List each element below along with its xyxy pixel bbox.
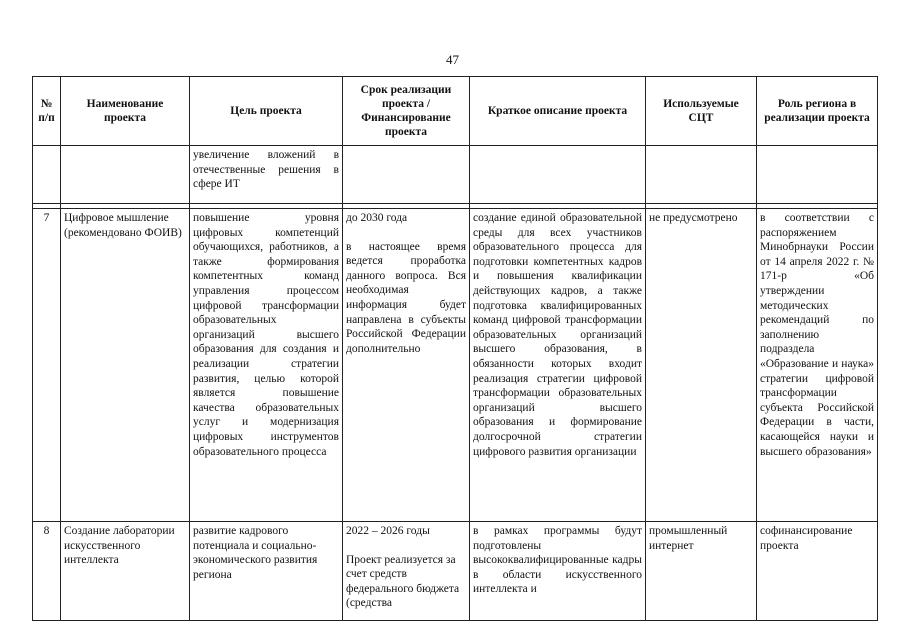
table-row [33,146,878,204]
table-row [33,209,878,522]
cell-tech [646,146,757,204]
cell-name: Создание лаборатории искусственного интеллекта [61,522,190,621]
cell-timeline [343,522,470,621]
timeline-financing: в настоящее время ведется проработка данного вопроса. Вся необходимая информация будет направлена в субъекты Российской Федерации дополнительно [346,240,466,355]
cell-goal: развитие кадрового потенциала и социально-экономического развития региона [190,522,343,621]
timeline-period: 2022 – 2026 годы [346,525,430,537]
cell-num [33,146,61,204]
cell-role: софинансирование проекта [757,522,878,621]
cell-role: в соответствии с распоряжением Минобрнауки России от 14 апреля 2022 г. № 171-р «Об утверждении методических рекомендаций по заполнению подраздела «Образование и наука» стратегии цифровой трансформации субъекта Российской Федерации в части, касающейся науки и высшего образования» [757,209,878,522]
projects-table [32,76,878,621]
cell-num: 7 [33,209,61,522]
header-timeline: Срок реализации проекта / Финансирование проекта [343,77,470,146]
header-name: Наименование проекта [61,77,190,146]
page-number: 47 [446,52,459,67]
cell-name [61,146,190,204]
cell-timeline [343,146,470,204]
cell-tech: не предусмотрено [646,209,757,522]
cell-timeline [343,209,470,522]
cell-tech: промышленный интернет [646,522,757,621]
timeline-period: до 2030 года [346,212,408,224]
timeline-financing: Проект реализуется за счет средств федерального бюджета (средства [346,553,460,610]
table-row [33,522,878,621]
header-description: Краткое описание проекта [470,77,646,146]
cell-goal: увеличение вложений в отечественные решения в сфере ИТ [190,146,343,204]
cell-description: в рамках программы будут подготовлены высококвалифицированные кадры в области искусственного интеллекта и [470,522,646,621]
cell-role [757,146,878,204]
header-num: № п/п [33,77,61,146]
header-goal: Цель проекта [190,77,343,146]
cell-description [470,146,646,204]
cell-goal: повышение уровня цифровых компетенций обучающихся, работников, а также формирования компетентных команд управления процессом цифровой трансформации образовательных организаций высшего образования для создания и реализации стратегии развития, целью которой является повышение качества образовательных услуг и модернизация цифровых инструментов образовательного процесса [190,209,343,522]
header-tech: Используемые СЦТ [646,77,757,146]
table-header-row [33,77,878,146]
cell-name: Цифровое мышление (рекомендовано ФОИВ) [61,209,190,522]
cell-description: создание единой образовательной среды для всех участников образовательного процесса для подготовки компетентных кадров и повышения квалификации действующих кадров, а также подготовка квалифицированных команд цифровой трансформации образовательных организаций высшего образования, в обязанности которых входит реализация стратегии цифровой трансформации образовательных организаций высшего образования и формирование долгосрочной стратегии цифрового развития организации [470,209,646,522]
cell-num: 8 [33,522,61,621]
header-role: Роль региона в реализации проекта [757,77,878,146]
